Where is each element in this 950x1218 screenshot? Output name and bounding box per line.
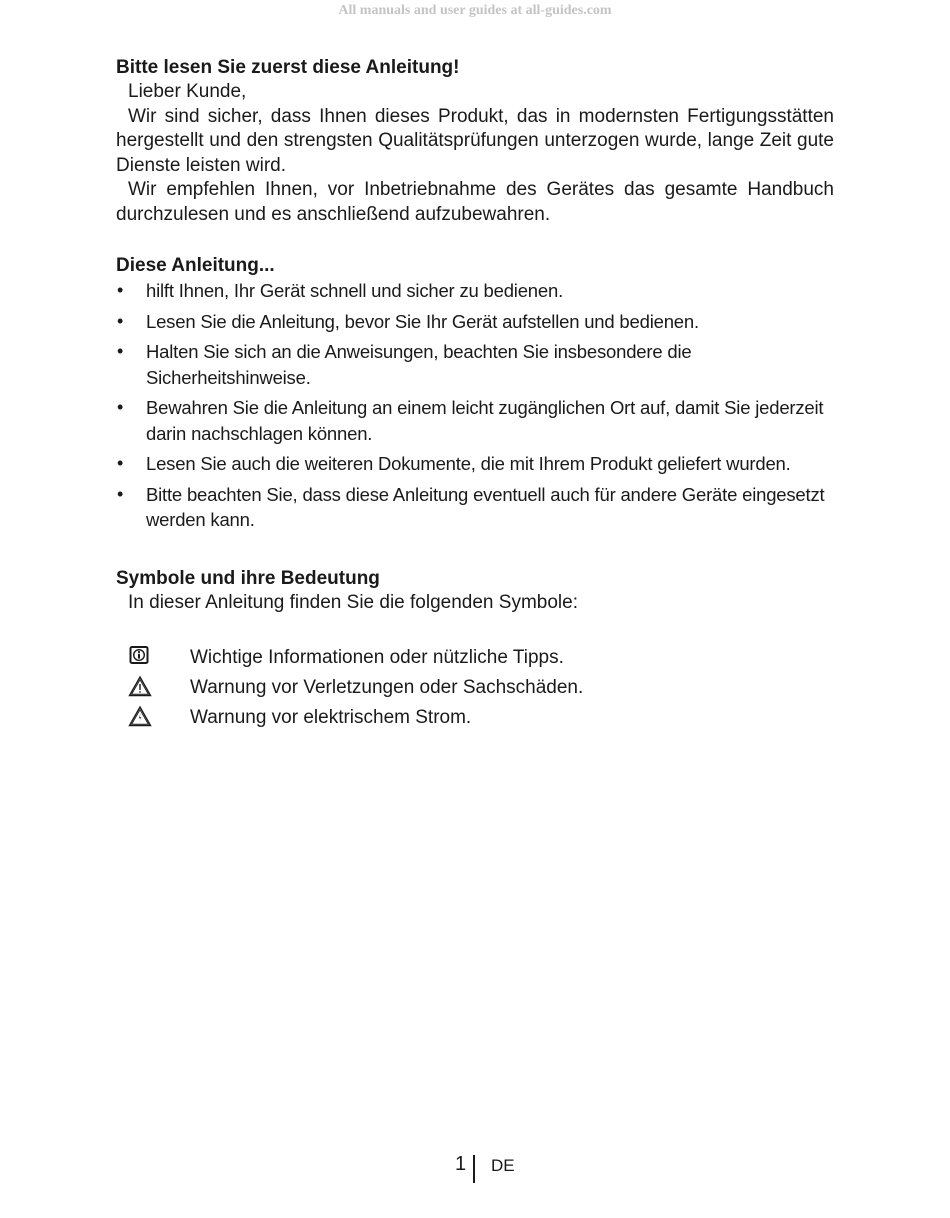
bullet-icon: • — [117, 483, 124, 504]
info-icon — [128, 645, 152, 667]
section-heading-this-manual: Diese Anleitung... — [116, 255, 275, 276]
list-item-text: hilft Ihnen, Ihr Gerät schnell und sicher zu bedienen. — [146, 280, 564, 301]
symbol-text: Wichtige Informationen oder nützliche Tipps. — [190, 647, 564, 668]
warning-triangle-icon — [128, 675, 152, 697]
list-item — [116, 395, 834, 446]
bullet-icon: • — [117, 280, 124, 300]
list-item-text: Bewahren Sie die Anleitung an einem leicht zugänglichen Ort auf, damit Sie jederzeit darin nachschlagen können. — [146, 397, 824, 444]
list-item — [116, 451, 834, 477]
page-number: 1 — [455, 1153, 467, 1175]
language-code: DE — [491, 1156, 515, 1175]
electric-warning-triangle-icon — [128, 705, 152, 727]
list-item-text: Lesen Sie die Anleitung, bevor Sie Ihr Gerät aufstellen und bedienen. — [146, 310, 699, 332]
list-item-text: Bitte beachten Sie, dass diese Anleitung eventuell auch für andere Geräte eingesetzt werden kann. — [146, 483, 825, 530]
symbol-row-electric-warning — [116, 705, 834, 735]
list-item — [116, 482, 834, 533]
page-content — [116, 56, 834, 735]
symbol-text: Warnung vor Verletzungen oder Sachschäden. — [190, 677, 584, 698]
list-item — [116, 309, 834, 335]
intro-paragraph-1: Wir sind sicher, dass Ihnen dieses Produkt, das in modernsten Fertigungsstätten hergestellt und den strengsten Qualitätsprüfungen unterzogen wurde, lange Zeit gute Dienste leisten wird. — [116, 105, 834, 176]
list-item-text: Lesen Sie auch die weiteren Dokumente, die mit Ihrem Produkt geliefert wurden. — [146, 453, 791, 474]
symbol-text: Warnung vor elektrischem Strom. — [190, 707, 472, 728]
list-item — [116, 278, 834, 304]
page-footer — [0, 1152, 950, 1184]
symbol-row-warning — [116, 675, 834, 705]
symbols-intro: In dieser Anleitung finden Sie die folgenden Symbole: — [128, 591, 578, 613]
symbol-row-info — [116, 645, 834, 675]
intro-paragraph-2: Wir empfehlen Ihnen, vor Inbetriebnahme des Gerätes das gesamte Handbuch durchzulesen und es anschließend aufzubewahren. — [116, 179, 834, 225]
list-item — [116, 339, 834, 390]
bullet-icon: • — [117, 341, 124, 361]
manual-purpose-list — [116, 278, 834, 533]
watermark: All manuals and user guides at all-guides.com — [338, 3, 612, 18]
salutation: Lieber Kunde, — [128, 81, 247, 102]
section-heading-symbols: Symbole und ihre Bedeutung — [116, 567, 380, 589]
list-item-text: Halten Sie sich an die Anweisungen, beachten Sie insbesondere die Sicherheitshinweise. — [146, 341, 692, 388]
bullet-icon: • — [117, 397, 124, 417]
footer-divider — [473, 1155, 475, 1183]
section-heading-read-first: Bitte lesen Sie zuerst diese Anleitung! — [116, 57, 460, 78]
bullet-icon: • — [117, 453, 124, 473]
bullet-icon: • — [117, 310, 124, 331]
symbol-legend — [116, 645, 834, 735]
